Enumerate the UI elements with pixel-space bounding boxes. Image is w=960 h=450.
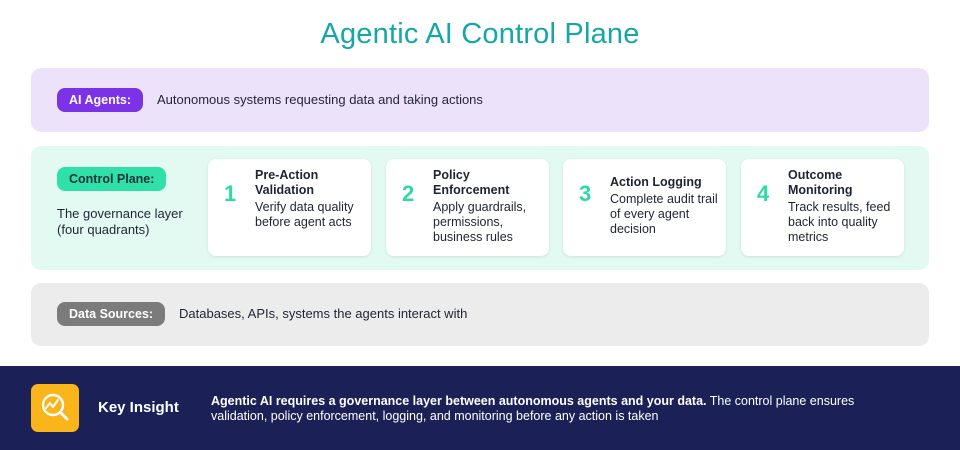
key-insight-footer <box>0 366 960 450</box>
ai-agents-description: Autonomous systems requesting data and taking actions <box>157 92 483 107</box>
step-body: Verify data quality before agent acts <box>255 200 354 229</box>
step-body: Complete audit trail of every agent decision <box>610 192 718 236</box>
ai-agents-layer <box>31 68 929 132</box>
step-body: Apply guardrails, permissions, business rules <box>433 200 527 244</box>
magnifier-chart-icon <box>31 384 79 432</box>
key-insight-label: Key Insight <box>98 399 179 416</box>
step-title: Policy Enforcement <box>433 168 510 197</box>
data-sources-label: Data Sources: <box>57 302 165 326</box>
ai-agents-label: AI Agents: <box>57 88 143 112</box>
step-title: Outcome Monitoring <box>788 168 853 197</box>
step-card-pre-action-validation <box>208 159 371 256</box>
step-number: 3 <box>579 181 592 206</box>
step-title: Action Logging <box>610 175 702 189</box>
page-title: Agentic AI Control Plane <box>320 18 640 50</box>
step-number: 2 <box>402 181 415 206</box>
data-sources-description: Databases, APIs, systems the agents interact with <box>179 306 468 321</box>
step-body: Track results, feed back into quality metrics <box>788 200 891 244</box>
key-insight-text-bold: Agentic AI requires a governance layer between autonomous agents and your data. <box>211 394 707 408</box>
key-insight-text-rest: The control plane ensures validation, policy enforcement, logging, and monitoring before any action is taken <box>211 394 855 423</box>
step-card-action-logging <box>563 159 726 256</box>
step-number: 4 <box>757 181 770 206</box>
control-plane-layer <box>31 146 929 270</box>
control-plane-label: Control Plane: <box>57 167 166 191</box>
key-insight-text <box>211 394 911 424</box>
step-number: 1 <box>224 181 237 206</box>
control-plane-description: The governance layer (four quadrants) <box>57 206 183 237</box>
step-title: Pre-Action Validation <box>255 168 319 197</box>
data-sources-layer <box>31 283 929 346</box>
step-card-policy-enforcement <box>386 159 549 256</box>
step-card-outcome-monitoring <box>741 159 904 256</box>
